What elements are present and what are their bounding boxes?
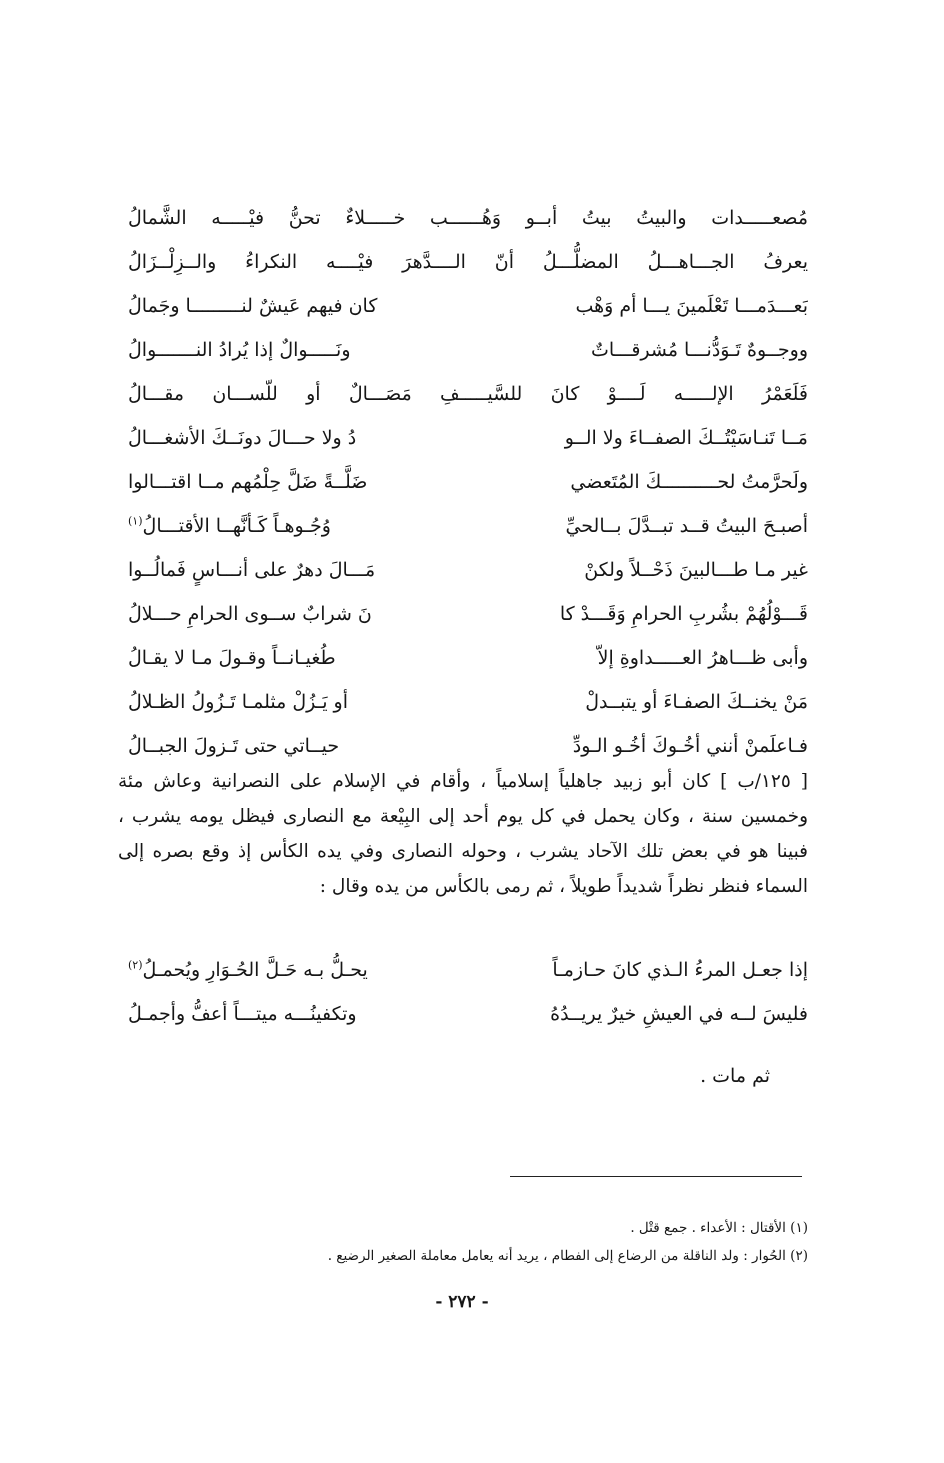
verse-second-hemistich: مَـــالَ دهرٌ على أنـــاسٍ فَمالُــوا <box>128 559 376 581</box>
verse-second-hemistich <box>128 948 458 992</box>
footnote-divider <box>510 1176 802 1177</box>
verse-second-hemistich: وتكفينُـــه ميتـــاً أعفُّ وأجمـلُ <box>128 1003 357 1025</box>
verse-line <box>128 240 808 284</box>
footnote: (١) الأقتال : الأعداء . جمع قتْل . <box>630 1220 808 1236</box>
verse-second-hemistich: نَ شرابٌ ســوى الحرامِ حـــلالُ <box>128 603 372 625</box>
prose-paragraph <box>118 764 808 904</box>
verse-second-hemistich: حيــاتي حتى تَـزولَ الجبــالُ <box>128 735 340 757</box>
verse-line <box>128 460 808 504</box>
verse-second-hemistich: دُ ولا حـــالَ دونَــكَ الأشغـــالُ <box>128 427 357 449</box>
verse-line <box>128 504 808 548</box>
verse-first-hemistich: إذا جعـل المرءُ الـذي كانَ حـازمـاً <box>552 959 808 981</box>
verse-text: يعرفُ الجـــاهـــلُ المضلُّـــلُ أنّ الــــدَّهرَ فيْــــه النكراءُ والــزِلْــزَالُ <box>128 251 808 273</box>
verse-line <box>128 680 808 724</box>
verse-text: يحـلُّ بـه حَـلَّ الحُـوَارِ ويُحمـلُ <box>142 959 368 981</box>
footnote-marker: (١) <box>128 514 143 528</box>
footnote: (٢) الحُوار : ولد الناقلة من الرضاع إلى الفطام ، يريد أنه يعامل معاملة الصغير الرضيع . <box>327 1248 808 1264</box>
verse-first-hemistich: مَــا تَنـاسَيْتُــكَ الصفــاءَ ولا الــو <box>564 427 808 449</box>
verse-line <box>128 328 808 372</box>
paragraph-text: [ ١٢٥/ب ] كان أبو زبيد جاهلياً إسلامياً ، وأقام في الإسلام على النصرانية وعاش مئة وخمسين سنة ، وكان يحمل في كل يوم أحد إلى البِيْعة مع النصارى فيظل يومه يشرب ، فبينا هو في بعض تلك الآحاد يشرب ، وحوله النصارى وفي يده الكأس إذ وقع بصره إلى السماء فنظر نظراً شديداً طويلاً ، ثم رمى بالكأس من يده وقال : <box>118 771 808 897</box>
verse-second-hemistich: طُغيـانــاً وقـولَ مـا لا يقـالُ <box>128 647 336 669</box>
poem-top <box>128 196 808 768</box>
verse-first-hemistich: بَعـــدَمـــا تَعْلَمينَ يـــا أم وَهْب <box>575 295 808 317</box>
verse-line <box>128 992 808 1036</box>
verse-line <box>128 284 808 328</box>
poem-bottom <box>128 948 808 1036</box>
verse-text: وُجُـوهـاً كَـأنَّهــا الأقتـــالُ <box>142 515 331 537</box>
verse-line <box>128 548 808 592</box>
verse-second-hemistich: أو يَـزُلْ مثلمـا تَـزُولُ الظـلالُ <box>128 691 348 713</box>
verse-line <box>128 196 808 240</box>
verse-line <box>128 416 808 460</box>
verse-second-hemistich: ضَلَّــةً ضَلَّ حِلْمُهم مــا اقتـــالوا <box>128 471 368 493</box>
page-number: - ٢٧٢ - <box>435 1292 489 1312</box>
verse-text: فَلَعَمْرُ الإلـــــه لَــــوْ كانَ للسَّيـــــفِ مَصَـــالٌ أو للّســـان مقـــالُ <box>128 383 808 405</box>
verse-line <box>128 636 808 680</box>
verse-first-hemistich: ولَحرَّمتُ لحــــــــــكَ المُتَعضي <box>570 471 808 493</box>
footnote-marker: (٢) <box>128 958 143 972</box>
verse-second-hemistich <box>128 504 458 548</box>
verse-first-hemistich: ووجــوهٌ تَـوَدُّنـــا مُشرقـــاتٌ <box>590 339 808 361</box>
verse-first-hemistich: أصبـحَ البيتُ قــد تبــدَّلَ بــالحيِّ <box>565 515 808 537</box>
verse-first-hemistich: قَـــوْلُهُمْ بشُربِ الحرامِ وَقَـــدْ كا <box>559 603 808 625</box>
verse-second-hemistich: ونَـــــوالٌ إذا يُرادُ النـــــــوالُ <box>128 339 351 361</box>
verse-first-hemistich: مَنْ يخنــكَ الصفـاءَ أو يتبــدلْ <box>585 691 808 713</box>
verse-first-hemistich: فـاعلَمنْ أنني أخُـوكَ أخُـو الـودِّ <box>572 735 808 757</box>
verse-first-hemistich: وأبى ظـــاهرُ العـــــداوةِ إلاّ <box>597 647 808 669</box>
verse-second-hemistich: كان فيهم عَيشٌ لنـــــــــا وجَمالُ <box>128 295 378 317</box>
verse-first-hemistich: فليسَ لــه في العيشِ خيرٌ يريــدُهُ <box>550 1003 808 1025</box>
verse-line <box>128 724 808 768</box>
footnotes <box>118 1214 808 1270</box>
verse-line <box>128 948 808 992</box>
closing-line: ثم مات . <box>700 1065 770 1087</box>
verse-line <box>128 592 808 636</box>
verse-text: مُصعـــــدات والبيتُ بيتُ أبــو وَهُــــــب خـــــلاءٌ تحنُّ فيْـــــه الشَّمالُ <box>128 207 808 229</box>
verse-line <box>128 372 808 416</box>
verse-first-hemistich: غير مـا طـــالبينَ ذَحْــلاً ولكنْ <box>584 559 808 581</box>
